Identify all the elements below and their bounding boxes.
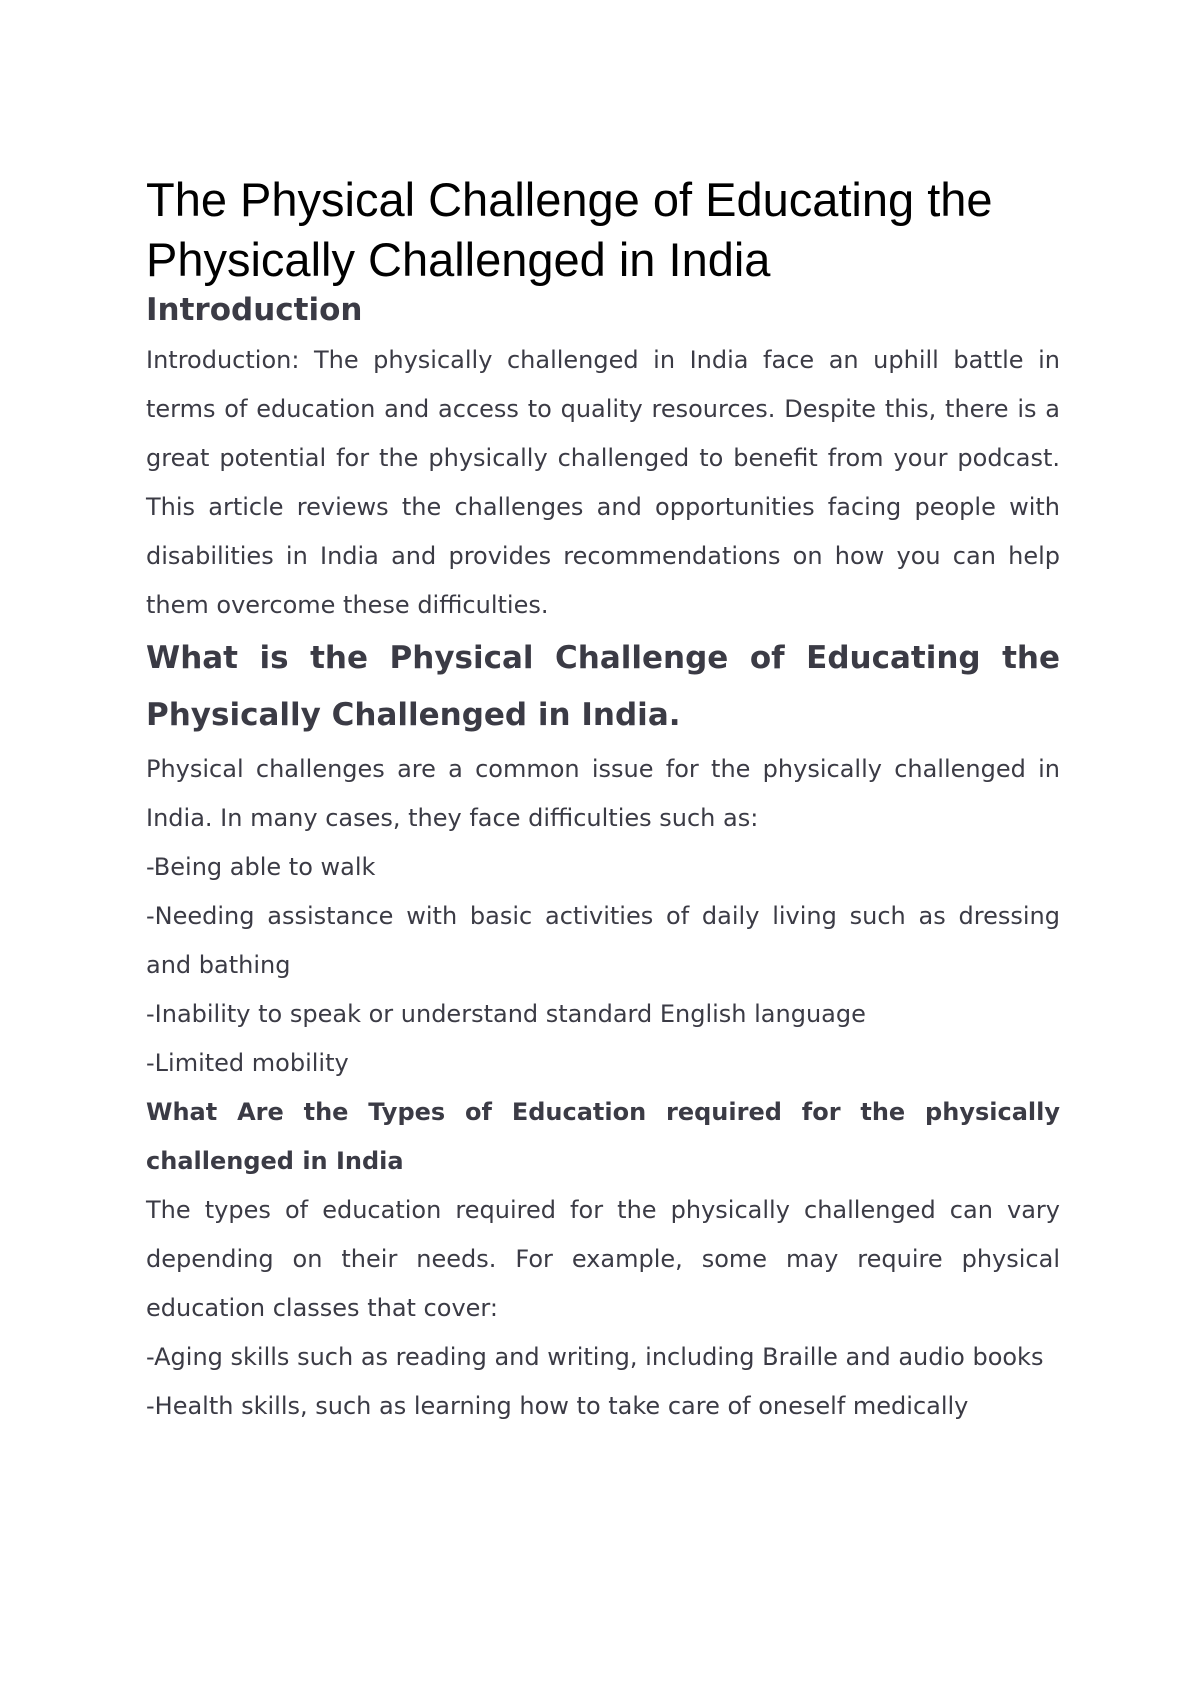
list-item: -Inability to speak or understand standard English language <box>146 1000 866 1028</box>
section2-paragraph: The types of education required for the physically challenged can vary depending on their needs. For example, some may require physical education classes that cover: <box>146 1196 1060 1322</box>
section2-heading: What Are the Types of Education required for the physically challenged in India <box>146 1098 1060 1175</box>
document-page <box>146 170 1060 1431</box>
intro-paragraph: Introduction: The physically challenged in India face an uphill battle in terms of education and access to quality resources. Despite this, there is a great potential for the physically challenged to benefit from your podcast. This article reviews the challenges and opportunities facing people with disabilities in India and provides recommendations on how you can help them overcome these difficulties. <box>146 346 1060 619</box>
section1-heading: What is the Physical Challenge of Educating the Physically Challenged in India. <box>146 640 1060 733</box>
section1-paragraph: Physical challenges are a common issue for the physically challenged in India. In many cases, they face difficulties such as: <box>146 755 1060 832</box>
list-item: -Health skills, such as learning how to take care of oneself medically <box>146 1392 969 1420</box>
list-item: -Limited mobility <box>146 1049 349 1077</box>
list-item: -Aging skills such as reading and writing, including Braille and audio books <box>146 1343 1044 1371</box>
list-item: -Needing assistance with basic activities of daily living such as dressing and bathing <box>146 902 1060 979</box>
intro-heading: Introduction <box>146 292 363 328</box>
list-item: -Being able to walk <box>146 853 376 881</box>
document-title: The Physical Challenge of Educating the Physically Challenged in India <box>146 173 993 286</box>
